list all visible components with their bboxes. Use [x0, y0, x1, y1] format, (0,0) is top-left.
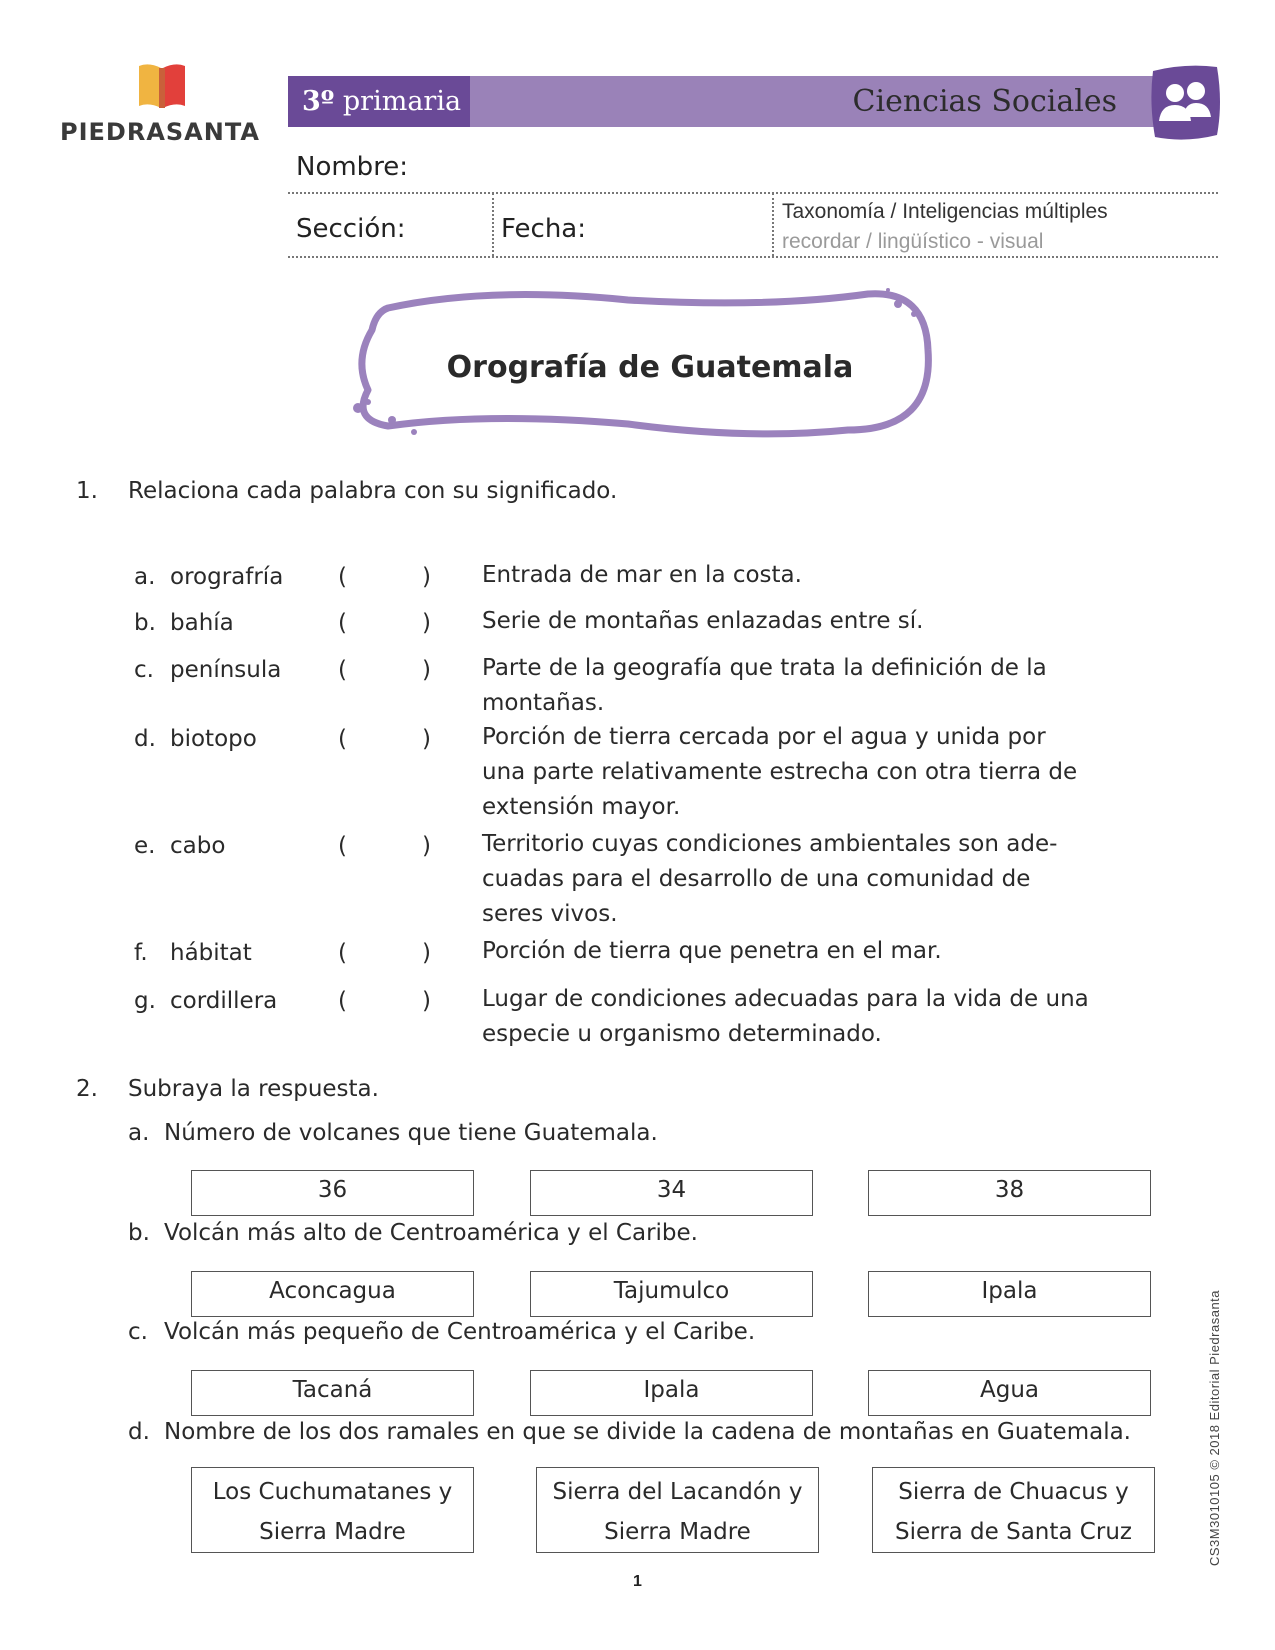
option-label: Sierra del Lacandón y [552, 1479, 803, 1505]
page-number: 1 [633, 1573, 642, 1590]
option-label: Los Cuchumatanes y [212, 1479, 453, 1505]
option-label: Sierra Madre [259, 1519, 406, 1545]
item-letter: d. [128, 1419, 150, 1445]
option-label: Ipala [643, 1377, 700, 1403]
definition-text [482, 720, 1082, 825]
answer-option[interactable] [191, 1467, 474, 1553]
answer-option[interactable] [191, 1170, 474, 1216]
option-label: Sierra de Chuacus y [898, 1479, 1129, 1505]
answer-paren-open: ( [338, 940, 347, 966]
answer-paren-open: ( [338, 833, 347, 859]
item-letter: e. [134, 833, 156, 859]
logo-text: PIEDRASANTA [60, 118, 260, 146]
option-label: 36 [317, 1177, 348, 1203]
answer-option[interactable] [530, 1170, 813, 1216]
item-letter: b. [134, 610, 156, 636]
item-letter: a. [128, 1120, 150, 1146]
item-letter: c. [134, 657, 154, 683]
definition-line: cuadas para el desarrollo de una comunidad de [482, 866, 1031, 892]
answer-option[interactable] [191, 1370, 474, 1416]
answer-option[interactable] [872, 1467, 1155, 1553]
option-label: Tacaná [292, 1377, 373, 1403]
divider [492, 193, 494, 256]
answer-option[interactable] [191, 1271, 474, 1317]
term-word: hábitat [170, 940, 252, 966]
taxonomy-detail: recordar / lingüístico - visual [782, 230, 1044, 253]
answer-slot[interactable] [352, 657, 418, 689]
definition-line: Parte de la geografía que trata la definición de la [482, 655, 1047, 681]
page-title: Orografía de Guatemala [446, 350, 854, 385]
option-label: Aconcagua [269, 1278, 396, 1304]
item-letter: d. [134, 726, 156, 752]
definition-line: montañas. [482, 690, 605, 716]
question-text: Volcán más pequeño de Centroamérica y el Caribe. [164, 1319, 756, 1345]
definition-line: extensión mayor. [482, 794, 681, 820]
subject-title: Ciencias Sociales [470, 76, 1162, 127]
definition-line: Porción de tierra que penetra en el mar. [482, 938, 942, 964]
option-label: Agua [979, 1377, 1039, 1403]
question-text: Nombre de los dos ramales en que se divide la cadena de montañas en Guatemala. [164, 1419, 1131, 1445]
option-label: 38 [994, 1177, 1025, 1203]
item-letter: b. [128, 1220, 150, 1246]
answer-paren-open: ( [338, 988, 347, 1014]
option-label: Sierra Madre [604, 1519, 751, 1545]
definition-line: Entrada de mar en la costa. [482, 562, 802, 588]
definition-line: Territorio cuyas condiciones ambientales son ade- [482, 831, 1058, 857]
definition-line: Lugar de condiciones adecuadas para la vida de una [482, 986, 1089, 1012]
term-word: península [170, 657, 282, 683]
answer-option[interactable] [530, 1370, 813, 1416]
item-letter: a. [134, 564, 156, 590]
term-word: orografría [170, 564, 284, 590]
answer-slot[interactable] [352, 564, 418, 596]
definition-text [482, 558, 1082, 593]
definition-text [482, 651, 1082, 721]
answer-slot[interactable] [352, 988, 418, 1020]
definition-line: una parte relativamente estrecha con otra tierra de [482, 759, 1078, 785]
answer-paren-open: ( [338, 657, 347, 683]
definition-text [482, 604, 1082, 639]
answer-slot[interactable] [352, 940, 418, 972]
definition-text [482, 982, 1089, 1052]
answer-option[interactable] [868, 1370, 1151, 1416]
term-word: cabo [170, 833, 226, 859]
question-instruction: Relaciona cada palabra con su significado. [128, 478, 618, 504]
answer-paren-close: ) [422, 940, 431, 966]
answer-paren-close: ) [422, 988, 431, 1014]
definition-line: Porción de tierra cercada por el agua y unida por [482, 724, 1046, 750]
option-label: 34 [656, 1177, 687, 1203]
definition-text [482, 827, 1082, 932]
answer-slot[interactable] [352, 726, 418, 758]
people-icon [1147, 63, 1223, 143]
question-instruction: Subraya la respuesta. [128, 1076, 379, 1102]
book-icon [135, 62, 189, 112]
option-label: Sierra de Santa Cruz [895, 1519, 1132, 1545]
definition-line: especie u organismo determinado. [482, 1021, 882, 1047]
question-text: Número de volcanes que tiene Guatemala. [164, 1120, 658, 1146]
answer-paren-open: ( [338, 610, 347, 636]
definition-line: seres vivos. [482, 901, 618, 927]
answer-paren-open: ( [338, 564, 347, 590]
question-text: Volcán más alto de Centroamérica y el Caribe. [164, 1220, 698, 1246]
grade-label: 3º primaria [288, 76, 470, 127]
answer-option[interactable] [530, 1271, 813, 1317]
taxonomy-label: Taxonomía / Inteligencias múltiples [782, 200, 1108, 223]
item-letter: g. [134, 988, 156, 1014]
section-field-label: Sección: [296, 214, 406, 244]
answer-option[interactable] [868, 1170, 1151, 1216]
answer-option[interactable] [536, 1467, 819, 1553]
answer-paren-close: ) [422, 726, 431, 752]
question-number: 1. [76, 478, 98, 504]
answer-slot[interactable] [352, 610, 418, 642]
question-number: 2. [76, 1076, 98, 1102]
item-letter: f. [134, 940, 148, 966]
answer-paren-close: ) [422, 610, 431, 636]
definition-text [482, 934, 1082, 969]
divider [288, 192, 1218, 194]
answer-slot[interactable] [352, 833, 418, 865]
option-label: Ipala [981, 1278, 1038, 1304]
divider [288, 256, 1218, 258]
copyright-note: CS3M3010105 © 2018 Editorial Piedrasanta [1207, 1289, 1222, 1566]
answer-paren-close: ) [422, 657, 431, 683]
answer-option[interactable] [868, 1271, 1151, 1317]
date-field-label: Fecha: [501, 214, 586, 244]
answer-paren-open: ( [338, 726, 347, 752]
term-word: bahía [170, 610, 234, 636]
option-label: Tajumulco [613, 1278, 730, 1304]
answer-paren-close: ) [422, 564, 431, 590]
term-word: biotopo [170, 726, 257, 752]
divider [772, 193, 774, 256]
item-letter: c. [128, 1319, 148, 1345]
answer-paren-close: ) [422, 833, 431, 859]
term-word: cordillera [170, 988, 278, 1014]
definition-line: Serie de montañas enlazadas entre sí. [482, 608, 924, 634]
name-field-label: Nombre: [296, 152, 409, 182]
